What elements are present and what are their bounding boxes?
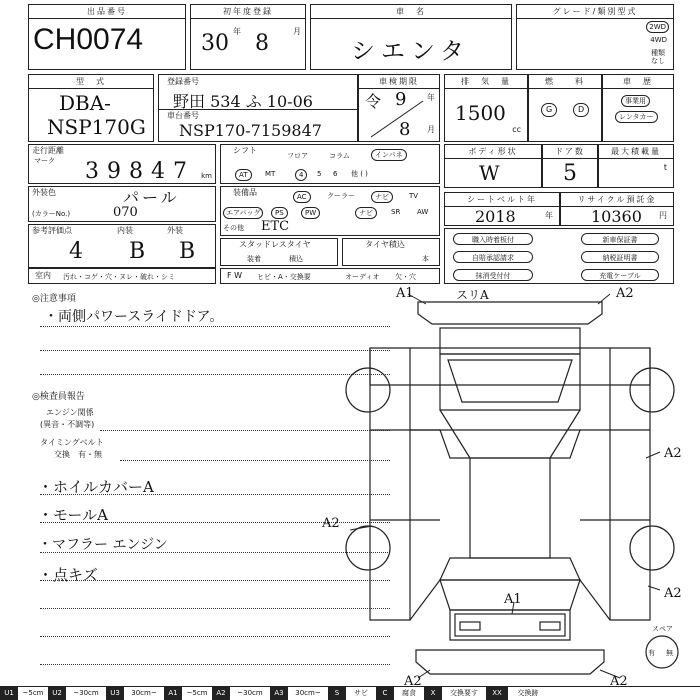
spare-label: スペア xyxy=(652,625,673,633)
inspection-box xyxy=(358,74,440,142)
chassis-number: NSP170-7159847 xyxy=(179,121,322,140)
mileage-label: 走行距離 xyxy=(32,146,64,155)
eq-ps: PS xyxy=(271,207,288,219)
grade-none: 種類なし xyxy=(651,49,665,65)
legend-key: U3 xyxy=(106,687,124,700)
interior-condition-items: 汚れ・コゲ・穴・ヌレ・破れ・シミ xyxy=(63,273,175,281)
exterior-score: B xyxy=(179,239,196,264)
displacement-header: 排 気 量 xyxy=(445,75,527,89)
inspection-month: 8 xyxy=(399,119,411,140)
damage-legend xyxy=(0,686,700,700)
type-line2: NSP170G xyxy=(47,115,146,139)
shift-4: 4 xyxy=(295,169,307,181)
mileage-digit-4: 4 xyxy=(151,159,165,184)
audio-label: オーディオ xyxy=(345,273,380,281)
eq-tv: TV xyxy=(409,192,419,200)
mileage-digit-1: 3 xyxy=(85,159,99,184)
inspection-era: 令 xyxy=(365,92,382,111)
legend-key: U2 xyxy=(48,687,66,700)
interior-score: B xyxy=(129,239,146,264)
inspection-unit-month: 月 xyxy=(427,125,435,134)
eq-cooler: クーラー xyxy=(327,192,355,200)
report-item-4: ・点キズ xyxy=(38,566,98,584)
type-header: 型 式 xyxy=(29,75,153,89)
shift-other: 他 ( ) xyxy=(351,170,368,178)
color-value: パール xyxy=(123,188,180,207)
color-code-label: (カラーNo.) xyxy=(32,210,71,218)
mileage-mark-label: マーク xyxy=(34,157,55,165)
shift-box xyxy=(220,144,440,184)
seatbelt-year: 2018 xyxy=(475,207,516,226)
legend-value: ~5cm xyxy=(186,689,208,697)
seatbelt-unit: 年 xyxy=(545,211,553,220)
fuel-diesel: D xyxy=(573,103,589,117)
studless-loaded: 積込 xyxy=(289,255,303,263)
overall-score: 4 xyxy=(69,239,83,264)
legend-value: ~5cm xyxy=(22,689,44,697)
mark-a2-bottom-right: A2 xyxy=(610,674,628,689)
displacement-box xyxy=(444,74,528,142)
mileage-digit-3: 8 xyxy=(129,159,143,184)
eq-aw: AW xyxy=(417,208,429,216)
eq-ac: AC xyxy=(293,191,311,203)
legend-key: X xyxy=(424,687,442,700)
chassis-label: 車台番号 xyxy=(167,111,199,120)
eq-sr: SR xyxy=(391,208,401,216)
inspector-header: ◎検査員報告 xyxy=(32,392,85,402)
studless-fitted: 装着 xyxy=(247,255,261,263)
shift-floor: フロア xyxy=(287,152,308,160)
type-box xyxy=(28,74,154,142)
doc-2: 自賠承認請求 xyxy=(453,251,533,263)
mileage-digit-2: 9 xyxy=(107,159,121,184)
legend-value: 交換跡 xyxy=(517,689,539,697)
legend-key: A2 xyxy=(212,687,230,700)
inspection-header: 車検期限 xyxy=(359,75,439,89)
legend-value: 腐食 xyxy=(402,689,416,697)
legend-key: A1 xyxy=(164,687,182,700)
capacity-unit: t xyxy=(663,163,667,172)
doc-4: 新車保証書 xyxy=(581,233,659,245)
inspection-unit-year: 年 xyxy=(427,93,435,102)
eq-navi-2: ナビ xyxy=(355,207,377,219)
car-damage-diagram xyxy=(330,290,690,685)
first-registration-year: 30 xyxy=(201,31,229,56)
equipment-box xyxy=(220,186,440,236)
shift-at: AT xyxy=(235,169,252,181)
doors-value: 5 xyxy=(563,161,577,186)
first-registration-month: 8 xyxy=(255,31,269,56)
type-line1: DBA- xyxy=(59,91,111,115)
first-registration-header: 初年度登録 xyxy=(191,5,305,19)
engine-sub: (異音・不調等) xyxy=(40,420,95,429)
legend-key: XX xyxy=(486,687,508,700)
tire-load-label: タイヤ積込 xyxy=(365,240,405,249)
legend-key: S xyxy=(328,687,346,700)
model-name-header: 車 名 xyxy=(311,5,511,19)
recycle-box xyxy=(560,192,674,226)
fw-items: ヒビ・A・交換要 xyxy=(257,273,311,281)
mark-a2-right-2: A2 xyxy=(664,586,682,601)
fw-label: F W xyxy=(227,271,243,280)
body-shape-header: ボディ形状 xyxy=(445,145,541,159)
spare-no: 無 xyxy=(666,649,673,657)
capacity-header: 最大積載量 xyxy=(599,145,673,159)
doc-6: 充電ケーブル xyxy=(581,269,659,281)
lot-number: CH0074 xyxy=(33,23,144,56)
tire-load-unit: 本 xyxy=(422,255,429,263)
inspection-year: 9 xyxy=(395,89,407,110)
fuel-gas: G xyxy=(541,103,557,117)
history-box xyxy=(602,74,674,142)
documents-box xyxy=(444,228,674,284)
interior-score-label: 内装 xyxy=(117,226,133,235)
eq-pw: PW xyxy=(301,207,320,219)
mark-a2-top-right: A2 xyxy=(616,286,634,301)
history-business: 事業用 xyxy=(621,95,650,107)
shift-5: 5 xyxy=(317,170,322,178)
spare-yes: 有 xyxy=(648,649,655,657)
doors-box xyxy=(542,144,598,188)
model-name-box xyxy=(310,4,512,70)
report-item-2: ・モールA xyxy=(38,506,108,524)
legend-value: 30cm~ xyxy=(131,689,157,697)
displacement-unit: cc xyxy=(512,125,521,134)
scores-label: 参考評価点 xyxy=(32,226,72,235)
displacement-value: 1500 xyxy=(455,101,506,125)
shift-6: 6 xyxy=(333,170,338,178)
registration-box xyxy=(158,74,358,142)
lot-header: 出品番号 xyxy=(29,5,185,19)
unit-year: 年 xyxy=(233,27,241,36)
tire-load-box xyxy=(342,238,440,266)
seatbelt-header: シートベルト年 xyxy=(445,193,559,207)
mileage-box xyxy=(28,144,216,184)
timing-options: 交換 有・無 xyxy=(54,450,102,459)
equipment-label: 装備品 xyxy=(233,188,257,197)
legend-value: ~30cm xyxy=(73,689,99,697)
fuel-header: 燃 料 xyxy=(529,75,601,89)
mark-top-scratch: スリA xyxy=(456,288,489,302)
unit-month: 月 xyxy=(293,27,301,36)
grade-box xyxy=(516,4,674,70)
history-rental: レンタカー xyxy=(615,111,658,123)
first-registration-box xyxy=(190,4,306,70)
shift-label: シフト xyxy=(233,146,257,155)
audio-items: 欠・穴 xyxy=(395,273,416,281)
fw-box xyxy=(220,268,440,284)
color-code: 070 xyxy=(113,205,138,220)
eq-other-label: その他 xyxy=(223,224,244,232)
body-shape-value: W xyxy=(479,161,500,185)
grade-4wd: 4WD xyxy=(650,36,667,44)
mark-a1-top: A1 xyxy=(396,286,414,301)
report-item-3: ・マフラー エンジン xyxy=(38,537,168,553)
legend-value: 交換要す xyxy=(450,689,478,697)
history-header: 車 歴 xyxy=(603,75,673,89)
fuel-box xyxy=(528,74,602,142)
legend-key: C xyxy=(376,687,394,700)
registration-label: 登録番号 xyxy=(167,77,199,86)
legend-key: U1 xyxy=(0,687,18,700)
registration-number: 野田 534 ふ 10-06 xyxy=(173,92,313,111)
mileage-unit: km xyxy=(201,172,212,180)
scores-box xyxy=(28,224,216,268)
notes-text: ・両側パワースライドドア。 xyxy=(44,309,224,325)
model-name: シエンタ xyxy=(351,37,471,65)
studless-box xyxy=(220,238,338,266)
doc-1: 職入時着板付 xyxy=(453,233,533,245)
timing-label: タイミングベルト xyxy=(40,438,104,447)
grade-header: グレード/類別型式 xyxy=(517,5,673,19)
engine-label: エンジン関係 xyxy=(46,408,94,417)
legend-key: A3 xyxy=(270,687,288,700)
eq-navi-1: ナビ xyxy=(371,191,393,203)
mark-a2-left: A2 xyxy=(322,516,340,531)
shift-column: コラム xyxy=(329,152,350,160)
interior-condition-label: 室内 xyxy=(35,271,51,280)
shift-mt: MT xyxy=(265,170,276,178)
eq-airbag: エアバッグ xyxy=(223,207,263,219)
shift-panel: インパネ xyxy=(371,149,407,161)
notes-header: ◎注意事項 xyxy=(32,294,76,304)
mark-a1-rear: A1 xyxy=(504,592,522,607)
report-item-1: ・ホイルカバーA xyxy=(38,478,154,496)
recycle-header: リサイクル預託金 xyxy=(561,193,673,207)
doc-3: 抹消受付付 xyxy=(453,269,533,281)
legend-value: 30cm~ xyxy=(295,689,321,697)
recycle-unit: 円 xyxy=(659,211,667,220)
seatbelt-box xyxy=(444,192,560,226)
eq-other-value: ETC xyxy=(261,219,290,234)
doors-header: ドア数 xyxy=(543,145,597,159)
color-box xyxy=(28,186,216,222)
studless-label: スタッドレスタイヤ xyxy=(239,240,311,249)
doc-5: 納税証明書 xyxy=(581,251,659,263)
lot-box xyxy=(28,4,186,70)
mark-a2-bottom-left: A2 xyxy=(404,674,422,689)
capacity-box xyxy=(598,144,674,188)
mileage-digit-5: 7 xyxy=(173,159,187,184)
legend-value: サビ xyxy=(354,689,368,697)
legend-value: ~30cm xyxy=(237,689,263,697)
grade-2wd: 2WD xyxy=(646,21,669,33)
recycle-value: 10360 xyxy=(591,207,642,226)
mark-a2-right-1: A2 xyxy=(664,446,682,461)
body-shape-box xyxy=(444,144,542,188)
inspection-slash xyxy=(367,97,427,141)
interior-condition-box xyxy=(28,268,216,284)
color-label: 外装色 xyxy=(32,188,56,197)
exterior-score-label: 外装 xyxy=(167,226,183,235)
